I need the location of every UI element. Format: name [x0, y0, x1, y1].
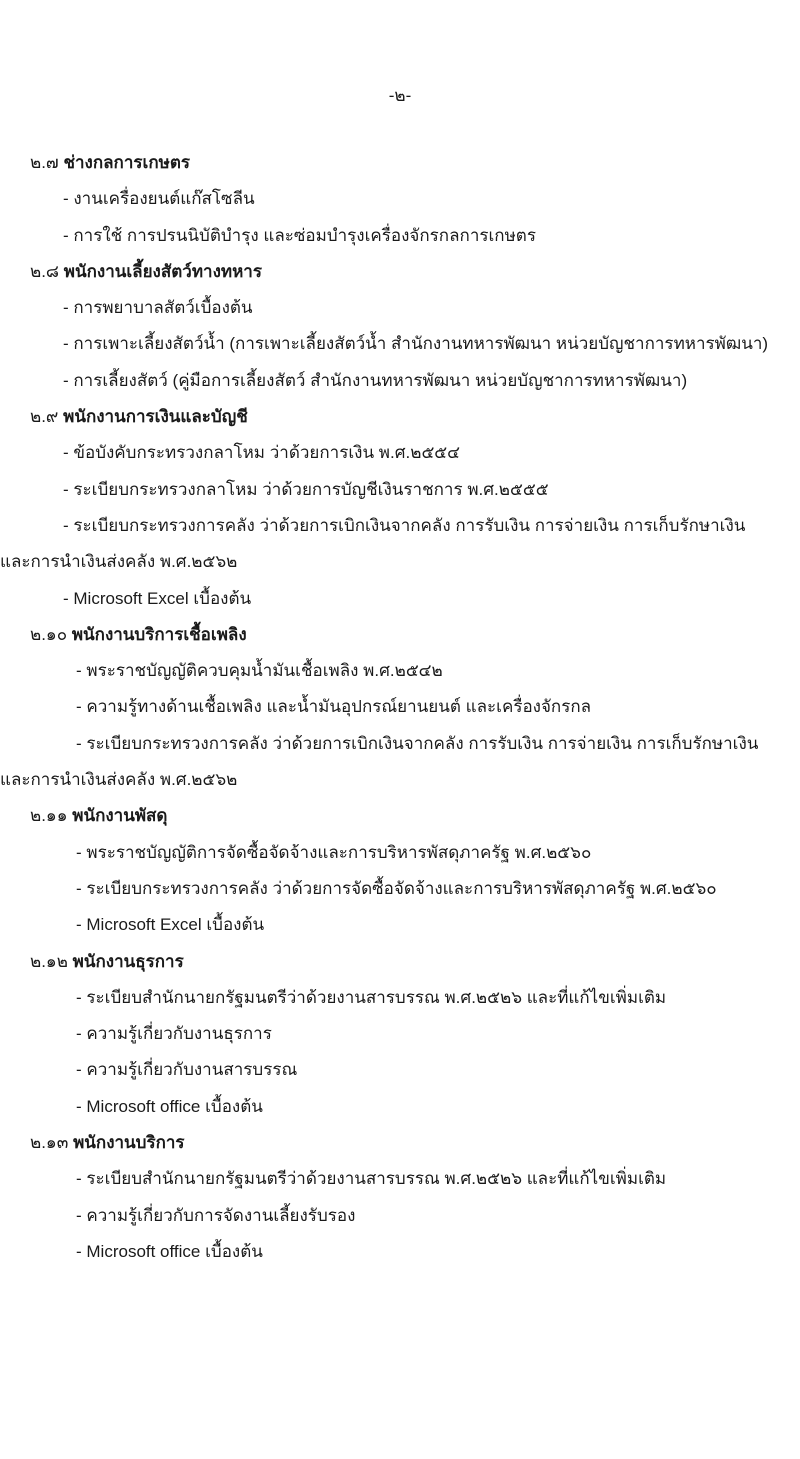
section-title: พนักงานการเงินและบัญชี: [63, 407, 248, 427]
section-title: ช่างกลการเกษตร: [63, 153, 190, 172]
list-item: - ข้อบังคับกระทรวงกลาโหม ว่าด้วยการเงิน พ.ศ.๒๕๕๔: [63, 443, 461, 463]
list-item: - Microsoft office เบื้องต้น: [76, 1241, 263, 1261]
section-heading: [0, 254, 800, 290]
section-number: ๒.๑๐: [30, 624, 68, 644]
section-title: พนักงานพัสดุ: [72, 806, 168, 826]
section-number: ๒.๗: [30, 153, 59, 172]
list-item: - พระราชบัญญัติควบคุมน้ำมันเชื้อเพลิง พ.ศ.๒๕๔๒: [76, 661, 443, 681]
list-item: - การเลี้ยงสัตว์ (คู่มือการเลี้ยงสัตว์ สำนักงานทหารพัฒนา หน่วยบัญชาการทหารพัฒนา): [63, 370, 688, 390]
list-item: - ระเบียบกระทรวงการคลัง ว่าด้วยการจัดซื้อจัดจ้างและการบริหารพัสดุภาครัฐ พ.ศ.๒๕๖๐: [76, 878, 717, 898]
list-item-continuation: และการนำเงินส่งคลัง พ.ศ.๒๕๖๒: [0, 770, 238, 790]
section-number: ๒.๑๒: [30, 951, 68, 971]
list-item-continuation: และการนำเงินส่งคลัง พ.ศ.๒๕๖๒: [0, 552, 238, 572]
list-item: - ระเบียบสำนักนายกรัฐมนตรีว่าด้วยงานสารบรรณ พ.ศ.๒๕๒๖ และที่แก้ไขเพิ่มเติม: [76, 1169, 667, 1189]
section-heading: [0, 145, 800, 181]
list-item: - การใช้ การปรนนิบัติบำรุง และซ่อมบำรุงเครื่องจักรกลการเกษตร: [63, 225, 536, 245]
section-number: ๒.๑๑: [30, 806, 68, 826]
section-heading: [0, 944, 800, 980]
list-item: - งานเครื่องยนต์แก๊สโซลีน: [63, 189, 255, 209]
list-item: - ระเบียบสำนักนายกรัฐมนตรีว่าด้วยงานสารบรรณ พ.ศ.๒๕๒๖ และที่แก้ไขเพิ่มเติม: [76, 987, 667, 1007]
list-item: - ความรู้ทางด้านเชื้อเพลิง และน้ำมันอุปกรณ์ยานยนต์ และเครื่องจักรกล: [76, 697, 592, 717]
section-title: พนักงานบริการเชื้อเพลิง: [71, 624, 247, 644]
list-item: - ความรู้เกี่ยวกับงานธุรการ: [76, 1024, 272, 1044]
section-heading: [0, 617, 800, 653]
list-item: - Microsoft office เบื้องต้น: [76, 1096, 263, 1116]
section-heading: [0, 798, 800, 834]
list-item: - ระเบียบกระทรวงการคลัง ว่าด้วยการเบิกเงินจากคลัง การรับเงิน การจ่ายเงิน การเก็บรักษาเงิน: [63, 515, 746, 535]
section-title: พนักงานธุรการ: [72, 951, 184, 971]
list-item: - ความรู้เกี่ยวกับงานสารบรรณ: [76, 1060, 298, 1080]
list-item: - การเพาะเลี้ยงสัตว์น้ำ (การเพาะเลี้ยงสัตว์น้ำ สำนักงานทหารพัฒนา หน่วยบัญชาการทหารพัฒนา): [63, 334, 769, 354]
list-item: - การพยาบาลสัตว์เบื้องต้น: [63, 298, 253, 318]
list-item: - Microsoft Excel เบื้องต้น: [76, 915, 265, 935]
section-title: พนักงานบริการ: [73, 1133, 185, 1153]
section-heading: [0, 399, 800, 435]
section-number: ๒.๘: [30, 261, 60, 281]
list-item: - ความรู้เกี่ยวกับการจัดงานเลี้ยงรับรอง: [76, 1205, 356, 1225]
list-item: - Microsoft Excel เบื้องต้น: [63, 588, 252, 608]
section-number: ๒.๑๓: [30, 1133, 69, 1153]
section-number: ๒.๙: [30, 407, 59, 427]
page-number: -๒-: [388, 86, 412, 105]
document-body: [0, 145, 800, 1270]
list-item: - ระเบียบกระทรวงกลาโหม ว่าด้วยการบัญชีเงินราชการ พ.ศ.๒๕๕๕: [63, 479, 549, 499]
list-item: - ระเบียบกระทรวงการคลัง ว่าด้วยการเบิกเงินจากคลัง การรับเงิน การจ่ายเงิน การเก็บรักษาเงิน: [76, 733, 759, 753]
section-title: พนักงานเลี้ยงสัตว์ทางทหาร: [63, 261, 262, 281]
list-item: - พระราชบัญญัติการจัดซื้อจัดจ้างและการบริหารพัสดุภาครัฐ พ.ศ.๒๕๖๐: [76, 842, 592, 862]
section-heading: [0, 1125, 800, 1161]
